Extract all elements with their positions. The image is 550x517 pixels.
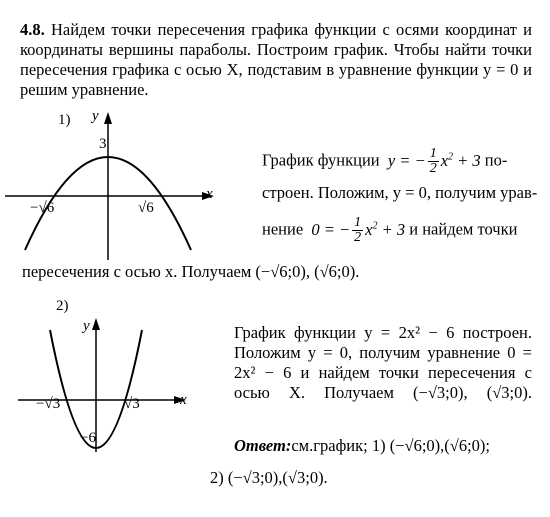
part2-neg-root: −√3 <box>36 396 61 412</box>
part1-line3 <box>262 216 517 245</box>
part1-pos-root: √6 <box>138 200 154 216</box>
answer-line1 <box>234 436 490 456</box>
part1-line3-b: и найдем точки <box>409 219 518 239</box>
part1-function-formula: y = − $\frac{1}{2}$ $x^2 + 3$ <box>387 146 481 177</box>
part1-line1-b: по- <box>484 150 508 170</box>
problem-number: 4.8. <box>20 20 45 39</box>
problem-text: Найдем точки пересечения графика функции с осями координат и координаты вершины параболы. Построим график. Чтобы найти точки пересечения графика с осью X, подставим в уравнение функции y = 0 и решим уравнение. <box>20 20 532 99</box>
part1-line2: строен. Положим, y = 0, получим урав- <box>262 183 538 202</box>
part1-graph <box>0 110 230 270</box>
part1-x-axis-label: x <box>206 186 213 202</box>
answer-line2: 2) (−√3;0),(√3;0). <box>210 468 328 487</box>
answer-label: Ответ: <box>234 436 292 455</box>
part2-vertex-tick: −6 <box>80 430 96 446</box>
part1-line3-a: нение <box>262 219 304 239</box>
part2-x-axis-label: x <box>180 392 187 408</box>
part1-line1 <box>262 147 507 176</box>
answer-text1: см.график; 1) (−√6;0),(√6;0); <box>291 436 490 455</box>
part1-line1-a: График функции <box>262 150 380 170</box>
part1-line4: пересечения с осью x. Получаем (−√6;0), (√6;0). <box>22 262 360 281</box>
part1-vertex-tick: 3 <box>99 136 107 152</box>
part2-pos-root: √3 <box>124 396 140 412</box>
problem-statement <box>20 20 532 100</box>
part2-y-axis-label: y <box>83 318 90 334</box>
part2-text: График функции y = 2x² − 6 построен. Положим y = 0, получим уравнение 0 = 2x² − 6 и найдем точки пересечения с осью X. Получаем (−√3;0), (√3;0). <box>234 323 532 402</box>
part1-y-axis-label: y <box>92 108 99 124</box>
part1-neg-root: −√6 <box>30 200 55 216</box>
part2-label: 2) <box>56 298 69 314</box>
part2-graph <box>0 316 200 466</box>
part1-label: 1) <box>58 112 71 128</box>
part1-equation: 0 = − $\frac{1}{2}$ $x^2 + 3$ <box>311 215 406 246</box>
